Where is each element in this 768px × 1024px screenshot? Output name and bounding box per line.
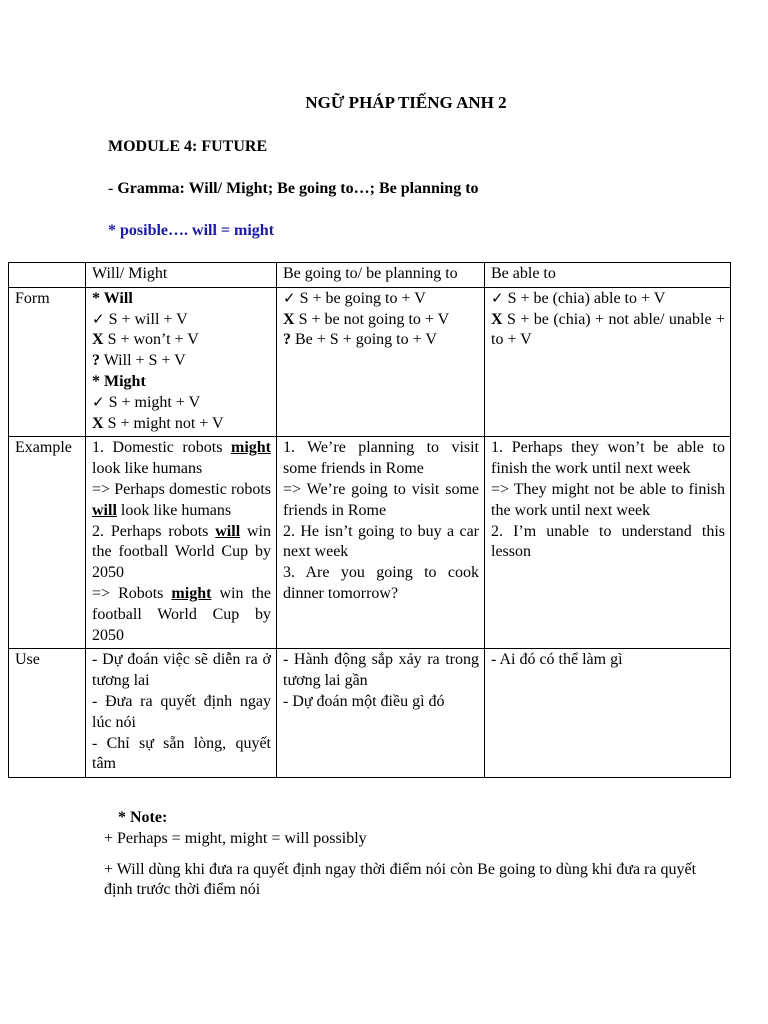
- example-line: 1. Perhaps they won’t be able to finish the work until next week: [491, 439, 725, 478]
- row-label-example: Example: [9, 437, 86, 649]
- note-item: + Will dùng khi đưa ra quyết định ngay thời điểm nói còn Be going to dùng khi đưa ra quyết định trước thời điểm nói: [104, 860, 697, 899]
- going-negative-text: S + be not going to + V: [298, 310, 450, 328]
- row-label-form: Form: [9, 287, 86, 437]
- check-icon: ✓: [283, 290, 296, 307]
- question-icon: ?: [283, 331, 291, 349]
- possible-note: * posible…. will = might: [108, 222, 275, 239]
- example-line: 1. We’re planning to visit some friends in Rome: [283, 439, 479, 478]
- form-be-able-to-cell: [485, 287, 731, 437]
- grammar-topics-dash: -: [108, 180, 118, 197]
- example-keyword: might: [231, 439, 271, 457]
- check-icon: ✓: [92, 394, 105, 411]
- example-line: [92, 438, 271, 480]
- x-icon: X: [491, 310, 503, 328]
- example-be-going-to-cell: [277, 437, 485, 649]
- example-text: => Perhaps domestic robots: [92, 480, 271, 498]
- x-icon: X: [92, 331, 104, 349]
- form-be-going-to-cell: [277, 287, 485, 437]
- use-be-able-to-cell: [485, 649, 731, 778]
- form-row: [9, 287, 731, 437]
- example-keyword: will: [215, 522, 241, 540]
- example-line: => We’re going to visit some friends in Rome: [283, 480, 479, 519]
- going-affirmative: [283, 289, 479, 310]
- question-icon: ?: [92, 352, 100, 370]
- check-icon: ✓: [92, 311, 105, 328]
- grammar-topics-text: Gramma: Will/ Might; Be going to…; Be planning to: [117, 180, 479, 197]
- grammar-table: [8, 262, 731, 778]
- example-text: 2. Perhaps robots: [92, 522, 216, 540]
- use-line: - Hành động sắp xảy ra trong tương lai gần: [283, 651, 479, 690]
- example-line: [92, 480, 271, 522]
- example-text: look like humans: [116, 501, 232, 519]
- use-row: [9, 649, 731, 778]
- will-affirmative-text: S + will + V: [108, 310, 188, 328]
- use-line: - Chỉ sự sẵn lòng, quyết tâm: [92, 734, 271, 773]
- example-text: win the football World Cup by 2050: [92, 584, 271, 644]
- use-line: - Dự đoán một điều gì đó: [283, 692, 445, 710]
- will-question-text: Will + S + V: [103, 352, 186, 370]
- example-text: => Robots: [92, 584, 172, 602]
- use-will-might-cell: [86, 649, 277, 778]
- example-line: => They might not be able to finish the work until next week: [491, 480, 725, 519]
- form-will-might-cell: [86, 287, 277, 437]
- going-negative: [283, 310, 479, 331]
- header-cell-be-able-to: Be able to: [485, 263, 731, 288]
- might-affirmative: [92, 393, 271, 414]
- x-icon: X: [283, 310, 295, 328]
- notes-section: [104, 808, 724, 901]
- example-keyword: might: [171, 584, 212, 602]
- will-negative-text: S + won’t + V: [107, 331, 199, 349]
- will-heading: * Will: [92, 289, 133, 307]
- note-item: + Perhaps = might, might = will possibly: [104, 829, 367, 847]
- might-affirmative-text: S + might + V: [108, 393, 201, 411]
- use-line: - Ai đó có thể làm gì: [491, 651, 623, 669]
- example-line: 2. I’m unable to understand this lesson: [491, 522, 725, 561]
- example-text: win the football World Cup by 2050: [92, 522, 272, 582]
- example-keyword: will: [92, 501, 117, 519]
- example-row: [9, 437, 731, 649]
- example-text: look like humans: [92, 460, 203, 478]
- example-line: [92, 522, 271, 584]
- might-heading: * Might: [92, 372, 146, 390]
- notes-title: * Note:: [118, 809, 168, 826]
- use-line: - Dự đoán việc sẽ diễn ra ở tương lai: [92, 651, 271, 690]
- header-cell-be-going-to: Be going to/ be planning to: [277, 263, 485, 288]
- module-heading: MODULE 4: FUTURE: [108, 138, 268, 155]
- example-text: 1. Domestic robots: [92, 439, 231, 457]
- example-line: 3. Are you going to cook dinner tomorrow?: [283, 564, 479, 602]
- row-label-use: Use: [9, 649, 86, 778]
- example-will-might-cell: [86, 437, 277, 649]
- header-cell-empty: [9, 263, 86, 288]
- might-negative-text: S + might not + V: [107, 414, 224, 432]
- table-header-row: [9, 263, 731, 288]
- document-title: NGỮ PHÁP TIẾNG ANH 2: [305, 93, 507, 112]
- able-negative: [491, 310, 725, 352]
- going-question-text: Be + S + going to + V: [295, 331, 437, 349]
- header-cell-will-might: Will/ Might: [86, 263, 277, 288]
- will-question: [92, 351, 271, 372]
- will-affirmative: [92, 310, 271, 331]
- x-icon: X: [92, 414, 104, 432]
- going-affirmative-text: S + be going to + V: [299, 289, 426, 307]
- use-be-going-to-cell: [277, 649, 485, 778]
- check-icon: ✓: [491, 290, 504, 307]
- example-be-able-to-cell: [485, 437, 731, 649]
- grammar-topics: [108, 180, 479, 198]
- able-affirmative-text: S + be (chia) able to + V: [507, 289, 666, 307]
- example-line: 2. He isn’t going to buy a car next week: [283, 522, 479, 561]
- able-affirmative: [491, 289, 725, 310]
- example-line: [92, 584, 271, 646]
- going-question: [283, 330, 479, 351]
- might-negative: [92, 414, 271, 435]
- use-line: - Đưa ra quyết định ngay lúc nói: [92, 692, 271, 731]
- able-negative-text: S + be (chia) + not able/ unable + to + V: [491, 310, 726, 349]
- will-negative: [92, 330, 271, 351]
